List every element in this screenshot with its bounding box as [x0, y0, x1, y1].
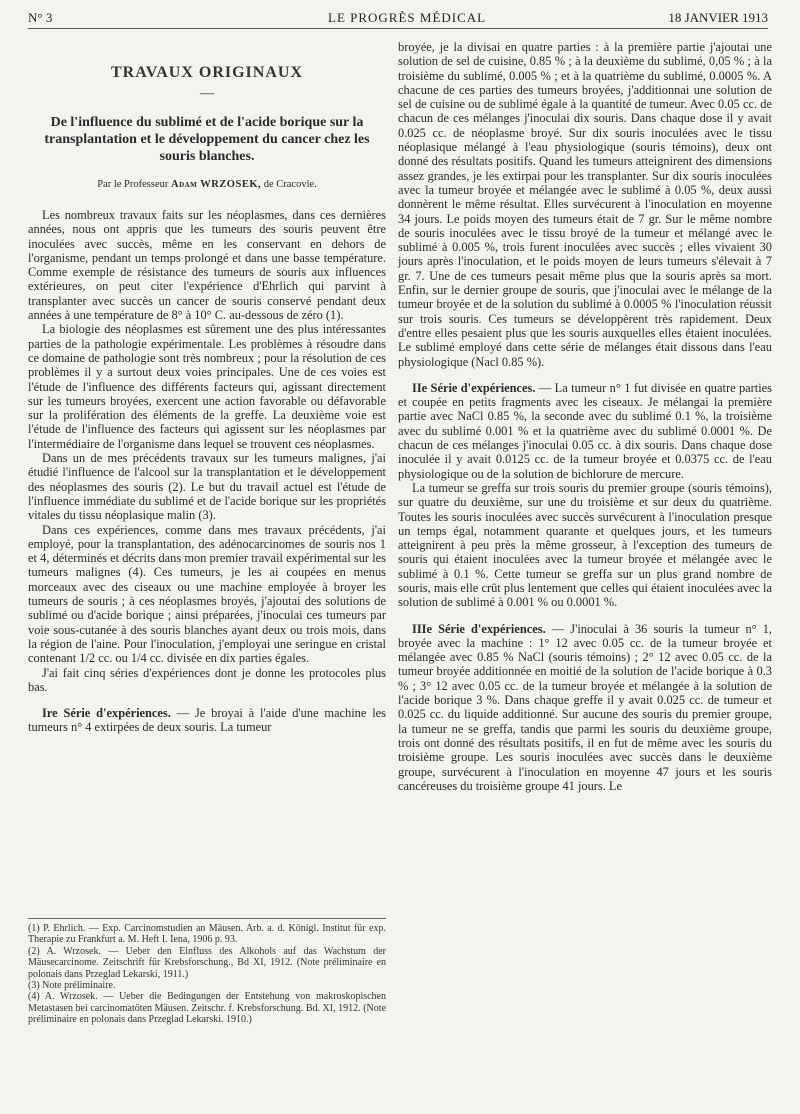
byline-prefix: Par le Professeur — [97, 179, 169, 190]
paragraph: Dans ces expériences, comme dans mes travaux précédents, j'ai employé, pour la transplantation, des adénocarcinomes de souris nos 1 et 4, déterminés et décrits dans mon premier travail expérimental sur les tumeurs malignes (4). Ces tumeurs, je les ai coupées en menus morceaux avec des ciseaux ou une machine employée à broyer les tumeurs de souris ; à ces néoplasmes broyés, j'ajoutai des solutions de sublimé ou d'acide borique ; ainsi préparées, j'inoculai ces tumeurs par voie sous-cutanée à des souris blanches ayant deux ou trois mois, dans la région de l'aine. Pour l'inoculation, j'employai une seringue en cristal contenant 1/2 cc. ou 1/4 cc. divisée en dix parties égales. — [28, 522, 386, 666]
page-number: N° 3 — [28, 10, 53, 25]
footnote: (3) Note préliminaire. — [28, 980, 116, 992]
footnote: (1) P. Ehrlich. — Exp. Carcinomstudien an Mäusen. Arb. a. d. Königl. Institut für exp. Therapie zu Frankfurt a. M. Heft I. Iena, 1906 p. 93. — [28, 923, 386, 946]
series-1-heading: Ire Série d'expériences. — [42, 706, 171, 721]
series-2-paragraph — [398, 381, 772, 481]
journal-title: LE PROGRÈS MÉDICAL — [328, 10, 487, 25]
series-3-paragraph — [398, 622, 772, 794]
series-1-paragraph — [28, 706, 386, 735]
paragraph: J'ai fait cinq séries d'expériences dont je donne les protocoles plus bas. — [28, 665, 386, 694]
running-header — [28, 6, 768, 29]
paragraph: La biologie des néoplasmes est sûrement une des plus intéressantes parties de la pathologie expérimentale. Les problèmes à résoudre dans ce domaine de pathologie sont très nombreux ; pour la résolution de ces problèmes il y a surtout deux voies principales. Une de ces voies est l'étude de l'influence des différents facteurs qui, agissant directement sur les tumeurs broyées, exercent une action favorable ou défavorable sur la prolifération des éléments de la greffe. La deuxième voie est l'étude de l'influence des facteurs qui agissent sur les néoplasmes par l'intermédiaire de l'organisme dans lequel se trouvent ces néoplasmes. — [28, 322, 386, 451]
series-2-text: — La tumeur n° 1 fut divisée en quatre parties et coupée en petits fragments avec les ciseaux. Je mélangai la première partie avec NaCl 0.85 %, la seconde avec du sublimé 0.1 %, la troisième avec du sublimé 0.001 % et la quatrième avec du sublimé 0.0001 %. De chacun de ces mélanges j'inoculai 0.05 cc. à dix souris. Dans chaque dose inoculée il y avait 0.0125 cc. de la tumeur broyée et 0.0375 cc. de l'eau physiologique ou de la solution de bichlorure de mercure. — [398, 380, 773, 481]
footnote: (4) A. Wrzosek. — Ueber die Bedingungen der Entstehung von makroskopischen Metastasen bei carcinomatöten Mäusen. Zeitschr. f. Krebsforschung. Bd. XI, 1912. (Note préliminaire en polonais dans Przeglad Lekarski. 1910.) — [28, 991, 386, 1026]
author-name: Adam WRZOSEK, — [170, 179, 262, 190]
paragraph: La tumeur se greffa sur trois souris du premier groupe (souris témoins), sur quatre du deuxième, sur une du troisième et sur deux du quatrième. Toutes les souris inoculées avec succès survécurent à l'inoculation presque un temps égal, notamment quarante et quelques jours, et les tumeurs atteignirent à peu près la même grosseur, à l'exception des tumeurs de souris qui étaient inoculées avec la tumeur broyée et mélangée avec le sublimé à 0.1 %. Cette tumeur se greffa sur un plus grand nombre de souris, mais elle crût plus lentement que celles qui étaient inoculées avec la solution de sublimé à 0.001 % ou 0.0001 %. — [398, 480, 772, 610]
series-1-text: — Je broyai à l'aide d'une machine les tumeurs n° 4 extirpées de deux souris. La tumeur — [28, 706, 387, 735]
series-2-heading: IIe Série d'expériences. — [412, 380, 536, 395]
title-dash: — — [200, 86, 214, 101]
series-3-text: — J'inoculai à 36 souris la tumeur n° 1, broyée avec la machine : 1° 12 avec 0.05 cc. de la tumeur broyée et mélangée avec 0.85 % NaCl (souris témoins) ; 2° 12 avec 0.05 cc. de la tumeur broyée additionnée en moitié de la solution de l'acide borique à 0.3 % ; 3° 12 avec 0.05 cc. de la tumeur broyée et mélangée à la solution de l'acide borique 3 %. Dans chaque greffe il y avait 0.025 cc. de tumeur et 0.025 cc. du liquide additionné. Sur aucune des souris du premier groupe, la tumeur ne se greffa, tandis que parmi les souris du deuxième groupe, trois ont donné des résultats positifs, il en fut de même avec les souris du troisième groupe. Les souris inoculées avec succès dans le deuxième groupe, survécurent à l'inoculation en moyenne 47 jours et les souris cancéreuses du troisième groupe 41 jours. Le — [398, 621, 772, 793]
issue-date: 18 JANVIER 1913 — [668, 10, 768, 25]
footnote: (2) A. Wrzosek. — Ueber den Einfluss des Alkohols auf das Wachstum der Mäusecarcinome. Zeitschrift für Krebsforschung., Bd XI, 1912. (Note préliminaire en polonais dans Przeglad Lekarski, 1911.) — [28, 945, 386, 980]
paragraph: Les nombreux travaux faits sur les néoplasmes, dans ces dernières années, nous ont appris que les tumeurs des souris peuvent être inoculées avec succès, même en les conservant en dehors de l'organisme, pendant un temps prolongé et dans une basse température. Comme exemple de résistance des tumeurs de souris aux influences extérieures, on peut citer l'expérience d'Ehrlich qui parvint à transplanter avec succès un cancer de souris conservé pendant deux années à une température de 8° à 10° C. au-dessous de zéro (1). — [28, 208, 386, 323]
byline-suffix: de Cracovie. — [263, 179, 317, 190]
byline — [28, 179, 386, 190]
section-title: TRAVAUX ORIGINAUX — [111, 64, 303, 81]
right-column — [398, 40, 772, 793]
series-3-heading: IIIe Série d'expériences. — [412, 621, 546, 636]
article-title: De l'influence du sublimé et de l'acide borique sur la transplantation et le développement du cancer chez les souris blanches. — [44, 115, 370, 164]
footnotes — [28, 918, 386, 1026]
paragraph: broyée, je la divisai en quatre parties : à la première partie j'ajoutai une solution de sel de cuisine, 0.85 % ; à la deuxième du sublimé, 0,05 % ; à la troisième du sublimé, 0.005 % ; et à la quatrième du sublimé, 0.0005 %. A chacune de ces parties des tumeurs broyées, j'additionnai une solution de sel de cuisine ou de sublimé égale à la quantité de tumeur. Avec 0.05 cc. de chacun de ces mélanges j'inoculai dix souris. Dans chaque dose il y avait 0.025 cc. de néoplasme broyé. Sur dix souris inoculées avec le tissu néoplasique mélangé à l'eau physiologique (souris témoins), deux ont donné des résultats positifs. Quand les tumeurs atteignirent des dimensions assez grandes, je les extirpai pour les transplanter. Sur dix souris inoculées avec la tumeur broyée et mélangée avec le sublimé à 0.05 %, deux aussi donnèrent le même résultat. Elles survécurent à l'inoculation en moyenne 34 jours. Le poids moyen des tumeurs était de 7 gr. Sur le même nombre de souris inoculées avec le tissu broyé de la tumeur et mélangé avec le sublimé à 0.005 %, trois furent inoculées avec succès ; elles vivaient 30 jours après l'inoculation, et le poids moyen de leurs tumeurs s'élevait à 7 gr. 7. Une de ces tumeurs pesait même plus que la souris après sa mort. Enfin, sur le dernier groupe de souris, que j'inoculai avec le mélange de la tumeur broyée et de la solution du sublimé à 0.0005 % l'inoculation réussit sur trois souris. Ces tumeurs se développèrent très rapidement. Deux d'entre elles pesaient plus que les souris auxquelles elles étaient inoculées. Le sublimé employé dans cette série de mélanges était dissous dans l'eau physiologique (Nacl 0.85 %). — [398, 40, 772, 369]
left-column — [28, 40, 386, 735]
paragraph: Dans un de mes précédents travaux sur les tumeurs malignes, j'ai étudié l'influence de l'alcool sur la transplantation et le développement des néoplasmes des souris (2). Le but du travail actuel est l'étude de l'influence immédiate du sublimé et de l'acide borique sur les propriétés vitales du tissu néoplasique malin (3). — [28, 451, 386, 523]
